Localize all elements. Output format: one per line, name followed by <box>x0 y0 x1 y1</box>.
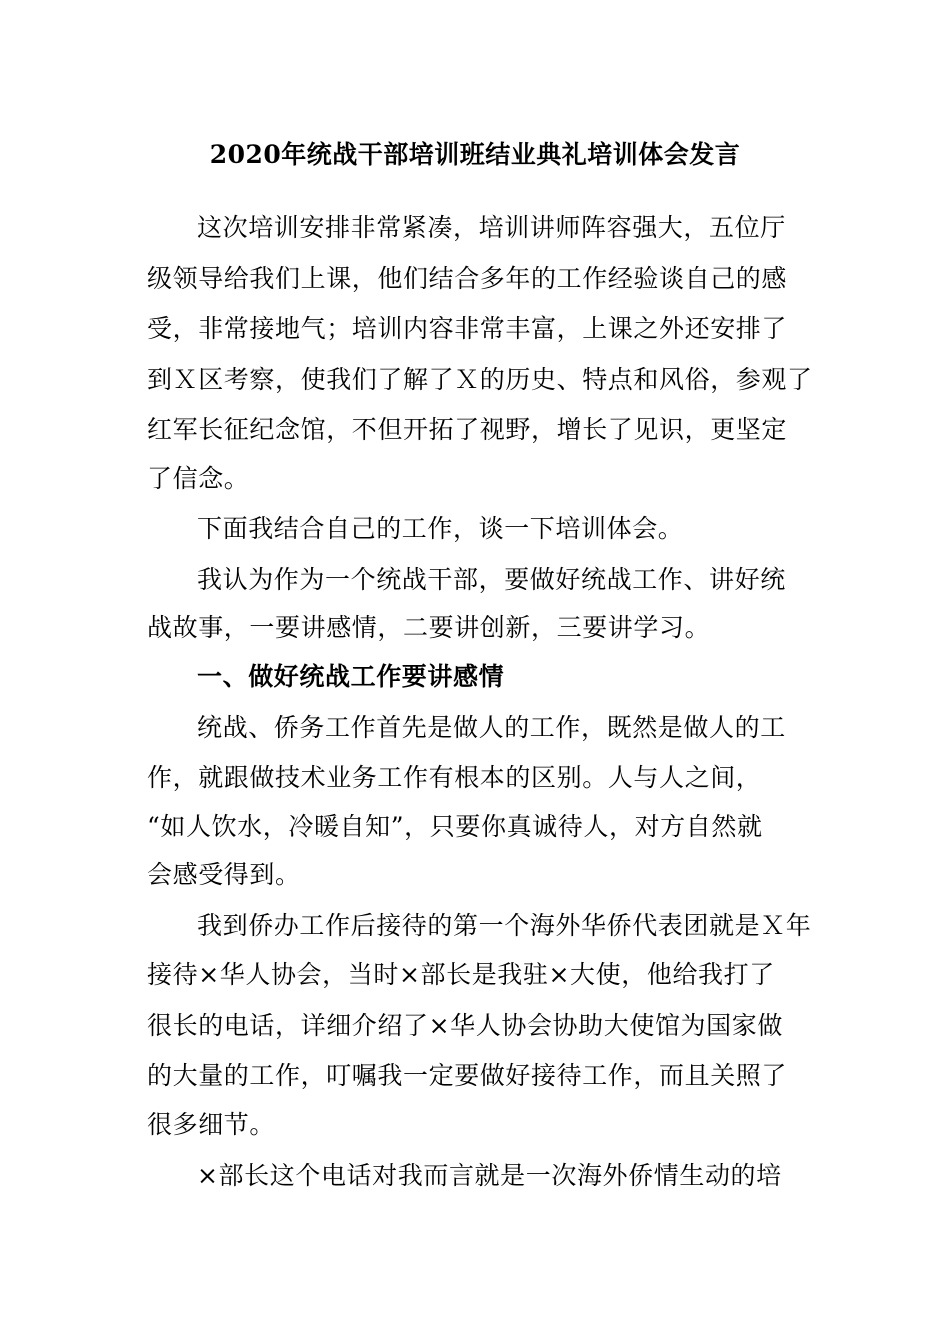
paragraph-line: 到Ｘ区考察，使我们了解了Ｘ的历史、特点和风俗，参观了 <box>147 365 813 394</box>
paragraph-line: 红军长征纪念馆，不但开拓了视野，增长了见识，更坚定 <box>147 415 788 444</box>
paragraph-line: 会感受得到。 <box>147 860 301 889</box>
paragraph-line: 了信念。 <box>147 464 250 493</box>
paragraph-line: 这次培训安排非常紧凑，培训讲师阵容强大，五位厅 <box>197 213 786 242</box>
paragraph-line: 接待×华人协会，当时×部长是我驻×大使，他给我打了 <box>147 960 775 989</box>
paragraph-line: “如人饮水，冷暖自知”，只要你真诚待人，对方自然就 <box>147 812 763 841</box>
paragraph-line: 统战、侨务工作首先是做人的工作，既然是做人的工 <box>197 713 786 742</box>
paragraph-line: 级领导给我们上课，他们结合多年的工作经验谈自己的感 <box>147 264 788 293</box>
document-title: 2020年统战干部培训班结业典礼培训体会发言 <box>209 140 741 169</box>
paragraph-line: 作，就跟做技术业务工作有根本的区别。人与人之间， <box>147 763 762 792</box>
paragraph-line: 我到侨办工作后接待的第一个海外华侨代表团就是Ｘ年 <box>197 911 812 940</box>
paragraph-line: 下面我结合自己的工作，谈一下培训体会。 <box>197 514 684 543</box>
paragraph-line: ×部长这个电话对我而言就是一次海外侨情生动的培 <box>197 1161 782 1190</box>
paragraph-line: 很长的电话，详细介绍了×华人协会协助大使馆为国家做 <box>147 1011 783 1040</box>
paragraph-line: 的大量的工作，叮嘱我一定要做好接待工作，而且关照了 <box>147 1061 788 1090</box>
paragraph-line: 战故事，一要讲感情，二要讲创新，三要讲学习。 <box>147 613 711 642</box>
section-heading: 一、做好统战工作要讲感情 <box>197 662 505 691</box>
paragraph-line: 受，非常接地气；培训内容非常丰富，上课之外还安排了 <box>147 314 788 343</box>
paragraph-line: 我认为作为一个统战干部，要做好统战工作、讲好统 <box>197 565 786 594</box>
paragraph-line: 很多细节。 <box>147 1110 276 1139</box>
